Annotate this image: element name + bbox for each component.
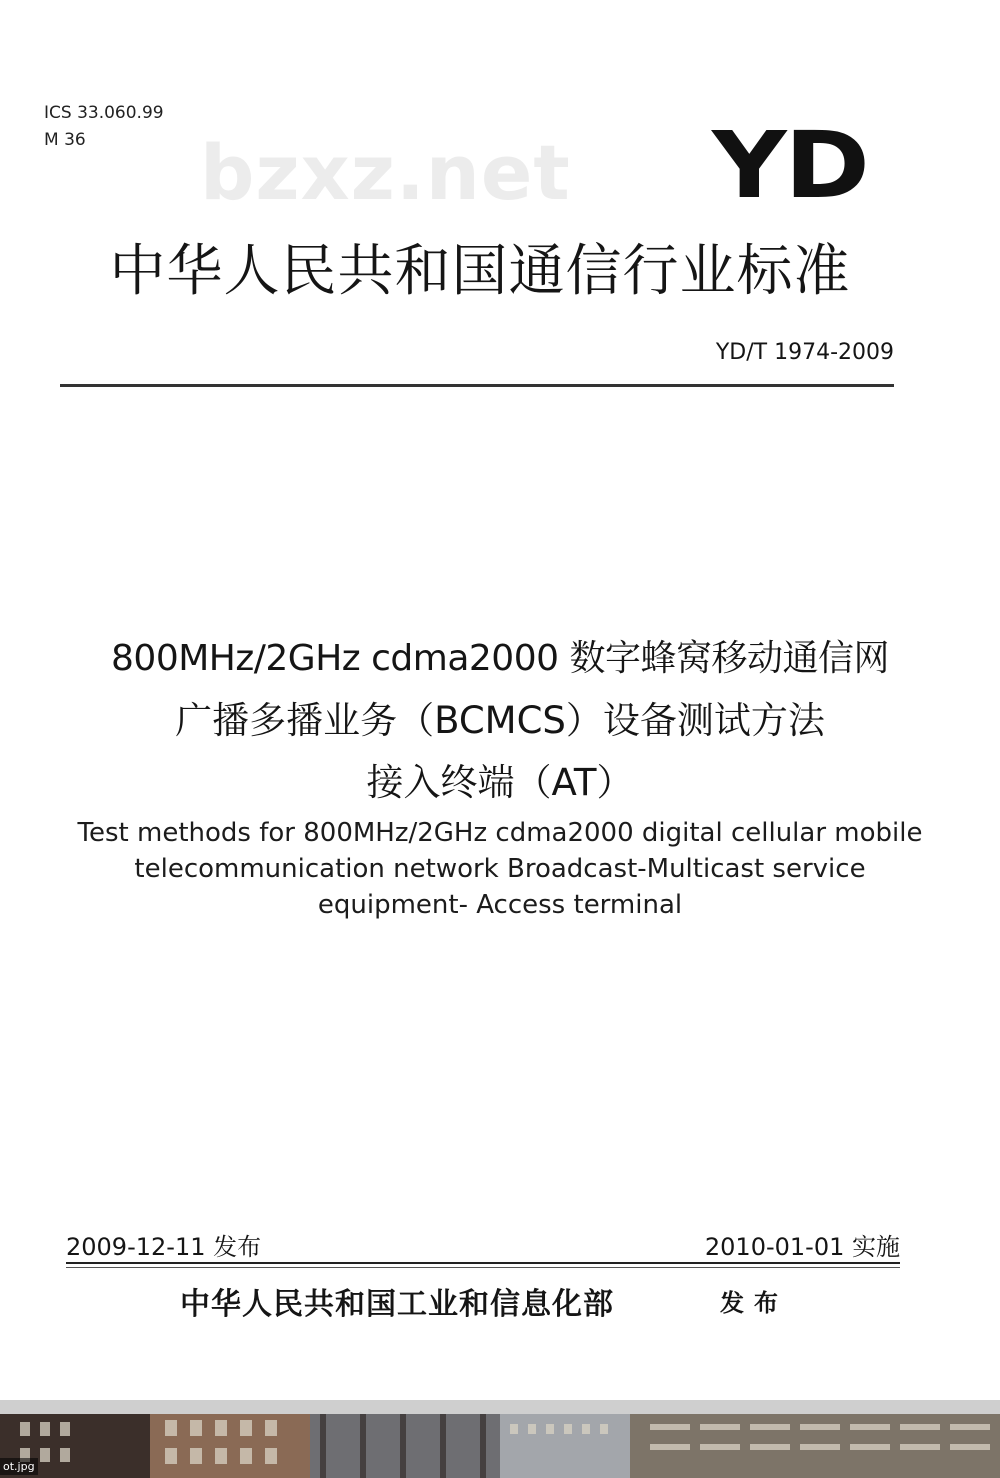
classification-codes <box>44 100 164 154</box>
document-title-en-line2: telecommunication network Broadcast-Multicast service <box>134 854 866 884</box>
background-photo-strip <box>0 1414 1000 1478</box>
category-code: M 36 <box>44 130 86 150</box>
document-title-cn-line1: 800MHz/2GHz cdma2000 数字蜂窝移动通信网 <box>111 638 889 679</box>
footer-divider-thin <box>66 1267 900 1268</box>
document-title-en-line1: Test methods for 800MHz/2GHz cdma2000 digital cellular mobile <box>77 818 923 848</box>
document-title-cn-line2: 广播多播业务（BCMCS）设备测试方法 <box>175 699 825 742</box>
standard-number: YD/T 1974-2009 <box>715 340 894 365</box>
standard-title-cn: 中华人民共和国通信行业标准 <box>109 239 851 304</box>
implementation-date: 2010-01-01 实施 <box>704 1233 900 1261</box>
viewer-filename: ot.jpg <box>0 1458 38 1475</box>
watermark: bzxz.net <box>200 128 571 217</box>
ics-code: ICS 33.060.99 <box>44 103 164 123</box>
header-divider <box>60 384 894 387</box>
publish-label: 发布 <box>720 1288 788 1317</box>
footer-divider <box>66 1262 900 1264</box>
yd-logo: YD <box>712 112 868 219</box>
publisher-name: 中华人民共和国工业和信息化部 <box>180 1287 614 1322</box>
issue-date: 2009-12-11 发布 <box>66 1233 262 1261</box>
viewer-border <box>0 1400 1000 1414</box>
document-title-cn-line3: 接入终端（AT） <box>366 761 634 804</box>
document-title-en-line3: equipment- Access terminal <box>317 890 683 920</box>
